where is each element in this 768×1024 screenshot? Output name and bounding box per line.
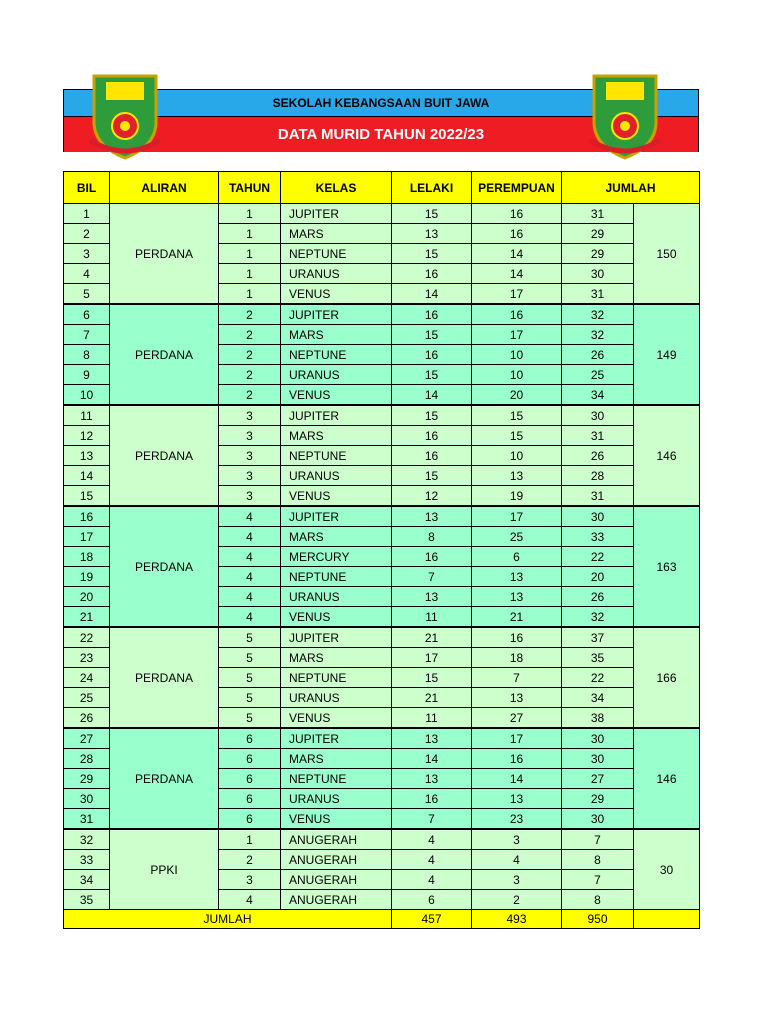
- total-row: [64, 910, 700, 929]
- cell-jumlah: 29: [562, 789, 634, 809]
- cell-lelaki: 4: [392, 829, 472, 850]
- student-data-table: [63, 171, 700, 929]
- cell-jumlah: 7: [562, 870, 634, 890]
- cell-lelaki: 15: [392, 668, 472, 688]
- cell-kelas: URANUS: [281, 466, 392, 486]
- cell-group-total: 30: [634, 829, 700, 910]
- cell-lelaki: 15: [392, 244, 472, 264]
- cell-jumlah: 30: [562, 728, 634, 749]
- cell-bil: 13: [64, 446, 110, 466]
- cell-jumlah: 33: [562, 527, 634, 547]
- cell-perempuan: 13: [472, 466, 562, 486]
- cell-jumlah: 28: [562, 466, 634, 486]
- cell-jumlah: 26: [562, 446, 634, 466]
- cell-kelas: URANUS: [281, 688, 392, 708]
- cell-tahun: 1: [219, 244, 281, 264]
- cell-bil: 7: [64, 325, 110, 345]
- cell-jumlah: 22: [562, 547, 634, 567]
- cell-bil: 21: [64, 607, 110, 628]
- cell-jumlah: 20: [562, 567, 634, 587]
- cell-jumlah: 35: [562, 648, 634, 668]
- table-row: [64, 627, 700, 648]
- col-aliran: ALIRAN: [110, 172, 219, 204]
- cell-perempuan: 13: [472, 567, 562, 587]
- cell-bil: 32: [64, 829, 110, 850]
- cell-jumlah: 26: [562, 345, 634, 365]
- cell-lelaki: 16: [392, 426, 472, 446]
- cell-kelas: ANUGERAH: [281, 850, 392, 870]
- cell-jumlah: 32: [562, 304, 634, 325]
- cell-jumlah: 37: [562, 627, 634, 648]
- cell-kelas: URANUS: [281, 587, 392, 607]
- cell-kelas: MARS: [281, 224, 392, 244]
- cell-jumlah: 30: [562, 506, 634, 527]
- cell-bil: 29: [64, 769, 110, 789]
- cell-perempuan: 27: [472, 708, 562, 729]
- cell-jumlah: 31: [562, 426, 634, 446]
- cell-perempuan: 13: [472, 789, 562, 809]
- cell-group-total: 163: [634, 506, 700, 627]
- cell-kelas: NEPTUNE: [281, 345, 392, 365]
- cell-bil: 20: [64, 587, 110, 607]
- cell-aliran: PPKI: [110, 829, 219, 910]
- cell-lelaki: 13: [392, 769, 472, 789]
- cell-jumlah: 30: [562, 264, 634, 284]
- cell-tahun: 6: [219, 809, 281, 830]
- cell-kelas: NEPTUNE: [281, 668, 392, 688]
- cell-kelas: VENUS: [281, 708, 392, 729]
- cell-tahun: 4: [219, 587, 281, 607]
- cell-jumlah: 7: [562, 829, 634, 850]
- cell-jumlah: 30: [562, 749, 634, 769]
- cell-kelas: JUPITER: [281, 304, 392, 325]
- cell-tahun: 6: [219, 728, 281, 749]
- cell-lelaki: 11: [392, 607, 472, 628]
- cell-bil: 35: [64, 890, 110, 910]
- cell-kelas: URANUS: [281, 264, 392, 284]
- cell-perempuan: 18: [472, 648, 562, 668]
- school-name: SEKOLAH KEBANGSAAN BUIT JAWA: [64, 90, 698, 117]
- cell-jumlah: 26: [562, 587, 634, 607]
- cell-perempuan: 14: [472, 769, 562, 789]
- cell-perempuan: 4: [472, 850, 562, 870]
- cell-lelaki: 15: [392, 405, 472, 426]
- cell-lelaki: 13: [392, 587, 472, 607]
- cell-lelaki: 21: [392, 627, 472, 648]
- cell-perempuan: 13: [472, 587, 562, 607]
- cell-lelaki: 13: [392, 728, 472, 749]
- table-row: [64, 405, 700, 426]
- cell-kelas: ANUGERAH: [281, 890, 392, 910]
- cell-bil: 14: [64, 466, 110, 486]
- cell-jumlah: 27: [562, 769, 634, 789]
- cell-kelas: URANUS: [281, 789, 392, 809]
- cell-tahun: 6: [219, 749, 281, 769]
- cell-perempuan: 21: [472, 607, 562, 628]
- cell-perempuan: 10: [472, 365, 562, 385]
- table-row: [64, 204, 700, 224]
- cell-bil: 17: [64, 527, 110, 547]
- cell-tahun: 5: [219, 648, 281, 668]
- cell-bil: 34: [64, 870, 110, 890]
- cell-bil: 8: [64, 345, 110, 365]
- table-row: [64, 728, 700, 749]
- cell-tahun: 5: [219, 708, 281, 729]
- cell-tahun: 6: [219, 769, 281, 789]
- total-blank: [634, 910, 700, 929]
- cell-tahun: 4: [219, 567, 281, 587]
- cell-bil: 24: [64, 668, 110, 688]
- table-header-row: [64, 172, 700, 204]
- cell-kelas: ANUGERAH: [281, 829, 392, 850]
- cell-perempuan: 16: [472, 627, 562, 648]
- cell-tahun: 1: [219, 829, 281, 850]
- cell-bil: 28: [64, 749, 110, 769]
- cell-tahun: 1: [219, 224, 281, 244]
- cell-perempuan: 14: [472, 264, 562, 284]
- table-row: [64, 304, 700, 325]
- col-kelas: KELAS: [281, 172, 392, 204]
- cell-aliran: PERDANA: [110, 728, 219, 829]
- cell-bil: 10: [64, 385, 110, 406]
- cell-bil: 11: [64, 405, 110, 426]
- cell-tahun: 1: [219, 284, 281, 305]
- cell-bil: 5: [64, 284, 110, 305]
- cell-tahun: 2: [219, 325, 281, 345]
- col-lelaki: LELAKI: [392, 172, 472, 204]
- cell-tahun: 3: [219, 405, 281, 426]
- cell-tahun: 4: [219, 607, 281, 628]
- cell-bil: 18: [64, 547, 110, 567]
- cell-lelaki: 21: [392, 688, 472, 708]
- cell-jumlah: 8: [562, 890, 634, 910]
- cell-tahun: 4: [219, 527, 281, 547]
- cell-tahun: 1: [219, 204, 281, 224]
- cell-bil: 31: [64, 809, 110, 830]
- cell-perempuan: 13: [472, 688, 562, 708]
- cell-kelas: VENUS: [281, 809, 392, 830]
- cell-perempuan: 7: [472, 668, 562, 688]
- cell-bil: 4: [64, 264, 110, 284]
- cell-jumlah: 31: [562, 486, 634, 507]
- table-row: [64, 506, 700, 527]
- cell-bil: 25: [64, 688, 110, 708]
- cell-bil: 9: [64, 365, 110, 385]
- cell-perempuan: 10: [472, 345, 562, 365]
- cell-lelaki: 8: [392, 527, 472, 547]
- cell-kelas: MARS: [281, 325, 392, 345]
- total-perempuan: 493: [472, 910, 562, 929]
- cell-perempuan: 17: [472, 506, 562, 527]
- cell-jumlah: 31: [562, 284, 634, 305]
- cell-bil: 27: [64, 728, 110, 749]
- cell-jumlah: 22: [562, 668, 634, 688]
- cell-perempuan: 3: [472, 829, 562, 850]
- cell-lelaki: 16: [392, 345, 472, 365]
- cell-perempuan: 15: [472, 426, 562, 446]
- cell-kelas: VENUS: [281, 486, 392, 507]
- cell-lelaki: 7: [392, 809, 472, 830]
- col-perempuan: PEREMPUAN: [472, 172, 562, 204]
- cell-tahun: 2: [219, 385, 281, 406]
- cell-perempuan: 6: [472, 547, 562, 567]
- cell-perempuan: 17: [472, 728, 562, 749]
- cell-perempuan: 23: [472, 809, 562, 830]
- cell-lelaki: 14: [392, 749, 472, 769]
- cell-perempuan: 16: [472, 749, 562, 769]
- cell-bil: 3: [64, 244, 110, 264]
- cell-bil: 26: [64, 708, 110, 729]
- cell-lelaki: 11: [392, 708, 472, 729]
- cell-perempuan: 15: [472, 405, 562, 426]
- cell-perempuan: 16: [472, 204, 562, 224]
- cell-jumlah: 34: [562, 385, 634, 406]
- cell-group-total: 146: [634, 405, 700, 506]
- cell-kelas: VENUS: [281, 607, 392, 628]
- cell-kelas: MERCURY: [281, 547, 392, 567]
- cell-kelas: MARS: [281, 648, 392, 668]
- cell-tahun: 5: [219, 627, 281, 648]
- cell-kelas: NEPTUNE: [281, 567, 392, 587]
- cell-lelaki: 16: [392, 789, 472, 809]
- cell-aliran: PERDANA: [110, 506, 219, 627]
- cell-tahun: 6: [219, 789, 281, 809]
- cell-lelaki: 12: [392, 486, 472, 507]
- cell-kelas: MARS: [281, 749, 392, 769]
- cell-group-total: 150: [634, 204, 700, 305]
- cell-jumlah: 38: [562, 708, 634, 729]
- cell-jumlah: 25: [562, 365, 634, 385]
- cell-bil: 12: [64, 426, 110, 446]
- page-title: DATA MURID TAHUN 2022/23: [64, 117, 698, 152]
- col-tahun: TAHUN: [219, 172, 281, 204]
- cell-lelaki: 15: [392, 365, 472, 385]
- cell-bil: 1: [64, 204, 110, 224]
- cell-perempuan: 25: [472, 527, 562, 547]
- cell-kelas: NEPTUNE: [281, 244, 392, 264]
- table-row: [64, 829, 700, 850]
- cell-bil: 2: [64, 224, 110, 244]
- cell-perempuan: 16: [472, 224, 562, 244]
- cell-tahun: 3: [219, 870, 281, 890]
- cell-bil: 22: [64, 627, 110, 648]
- cell-bil: 30: [64, 789, 110, 809]
- cell-kelas: JUPITER: [281, 405, 392, 426]
- cell-jumlah: 31: [562, 204, 634, 224]
- cell-bil: 19: [64, 567, 110, 587]
- cell-perempuan: 14: [472, 244, 562, 264]
- cell-perempuan: 17: [472, 284, 562, 305]
- cell-lelaki: 4: [392, 850, 472, 870]
- cell-lelaki: 16: [392, 304, 472, 325]
- cell-lelaki: 13: [392, 224, 472, 244]
- cell-lelaki: 14: [392, 385, 472, 406]
- cell-tahun: 3: [219, 466, 281, 486]
- cell-tahun: 2: [219, 345, 281, 365]
- cell-aliran: PERDANA: [110, 405, 219, 506]
- cell-kelas: NEPTUNE: [281, 769, 392, 789]
- cell-tahun: 3: [219, 486, 281, 507]
- cell-lelaki: 7: [392, 567, 472, 587]
- school-crest-icon: [86, 70, 164, 162]
- cell-aliran: PERDANA: [110, 304, 219, 405]
- cell-jumlah: 8: [562, 850, 634, 870]
- total-jumlah: 950: [562, 910, 634, 929]
- cell-jumlah: 29: [562, 224, 634, 244]
- cell-kelas: VENUS: [281, 284, 392, 305]
- cell-tahun: 2: [219, 850, 281, 870]
- total-lelaki: 457: [392, 910, 472, 929]
- cell-perempuan: 20: [472, 385, 562, 406]
- cell-perempuan: 2: [472, 890, 562, 910]
- cell-lelaki: 16: [392, 264, 472, 284]
- cell-perempuan: 16: [472, 304, 562, 325]
- cell-lelaki: 15: [392, 204, 472, 224]
- cell-tahun: 1: [219, 264, 281, 284]
- cell-kelas: JUPITER: [281, 728, 392, 749]
- cell-jumlah: 30: [562, 809, 634, 830]
- cell-jumlah: 29: [562, 244, 634, 264]
- school-crest-icon: [586, 70, 664, 162]
- cell-tahun: 4: [219, 547, 281, 567]
- cell-jumlah: 32: [562, 607, 634, 628]
- cell-group-total: 149: [634, 304, 700, 405]
- cell-perempuan: 19: [472, 486, 562, 507]
- cell-lelaki: 15: [392, 325, 472, 345]
- cell-perempuan: 17: [472, 325, 562, 345]
- cell-kelas: JUPITER: [281, 627, 392, 648]
- cell-tahun: 3: [219, 426, 281, 446]
- cell-group-total: 146: [634, 728, 700, 829]
- cell-bil: 23: [64, 648, 110, 668]
- cell-tahun: 5: [219, 688, 281, 708]
- cell-tahun: 2: [219, 365, 281, 385]
- cell-bil: 15: [64, 486, 110, 507]
- cell-kelas: MARS: [281, 527, 392, 547]
- col-jumlah: JUMLAH: [562, 172, 700, 204]
- cell-tahun: 3: [219, 446, 281, 466]
- cell-perempuan: 3: [472, 870, 562, 890]
- cell-lelaki: 4: [392, 870, 472, 890]
- cell-kelas: VENUS: [281, 385, 392, 406]
- cell-lelaki: 16: [392, 446, 472, 466]
- cell-lelaki: 14: [392, 284, 472, 305]
- cell-lelaki: 13: [392, 506, 472, 527]
- cell-kelas: URANUS: [281, 365, 392, 385]
- cell-kelas: ANUGERAH: [281, 870, 392, 890]
- cell-lelaki: 17: [392, 648, 472, 668]
- cell-tahun: 5: [219, 668, 281, 688]
- cell-tahun: 4: [219, 890, 281, 910]
- cell-lelaki: 6: [392, 890, 472, 910]
- cell-bil: 6: [64, 304, 110, 325]
- cell-kelas: MARS: [281, 426, 392, 446]
- cell-aliran: PERDANA: [110, 627, 219, 728]
- cell-bil: 33: [64, 850, 110, 870]
- cell-kelas: NEPTUNE: [281, 446, 392, 466]
- cell-jumlah: 30: [562, 405, 634, 426]
- cell-jumlah: 34: [562, 688, 634, 708]
- total-label: JUMLAH: [64, 910, 392, 929]
- cell-lelaki: 15: [392, 466, 472, 486]
- cell-jumlah: 32: [562, 325, 634, 345]
- cell-kelas: JUPITER: [281, 204, 392, 224]
- cell-bil: 16: [64, 506, 110, 527]
- cell-group-total: 166: [634, 627, 700, 728]
- cell-tahun: 2: [219, 304, 281, 325]
- cell-aliran: PERDANA: [110, 204, 219, 305]
- col-bil: BIL: [64, 172, 110, 204]
- cell-perempuan: 10: [472, 446, 562, 466]
- cell-lelaki: 16: [392, 547, 472, 567]
- cell-tahun: 4: [219, 506, 281, 527]
- cell-kelas: JUPITER: [281, 506, 392, 527]
